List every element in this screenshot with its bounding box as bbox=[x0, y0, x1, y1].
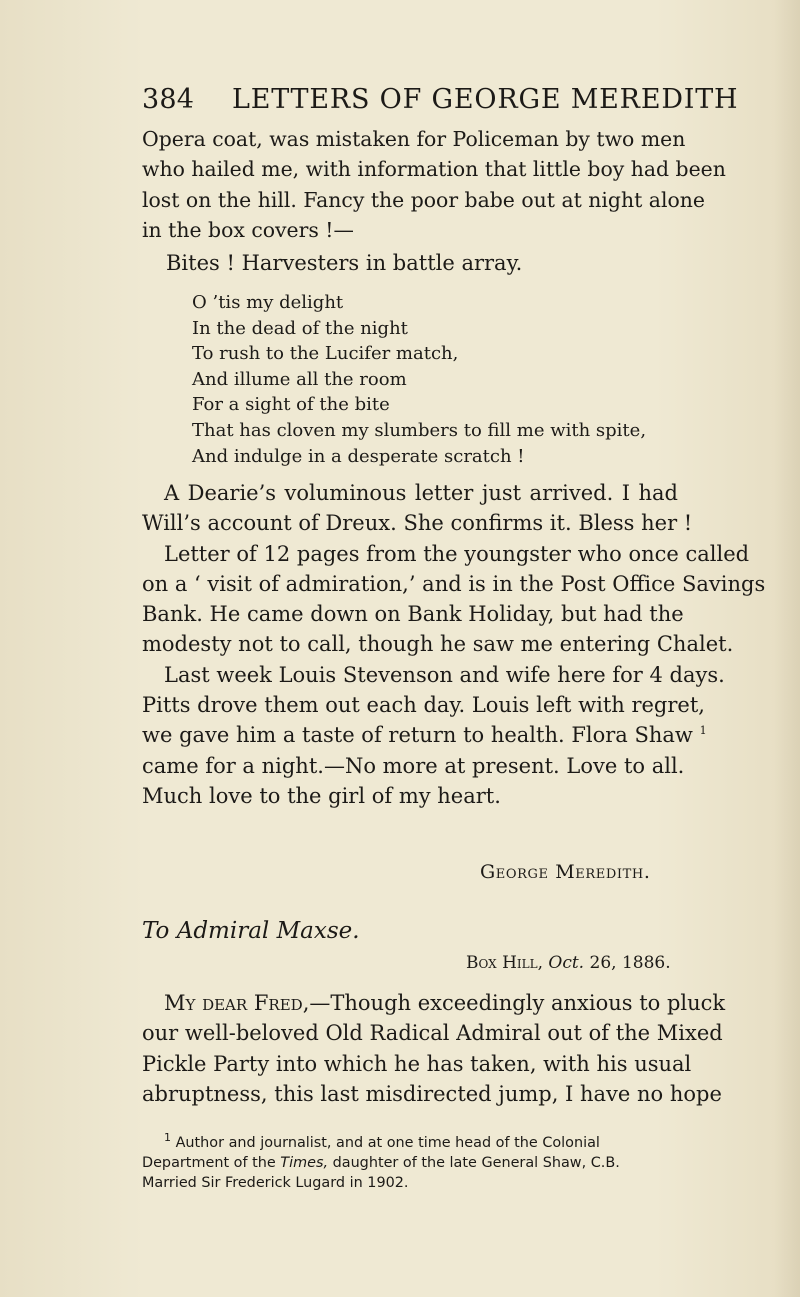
running-head bbox=[142, 84, 739, 120]
text-line: Pitts drove them out each day. Louis left with regret, bbox=[142, 693, 705, 718]
poem-line: In the dead of the night bbox=[192, 317, 408, 339]
text-line: Bank. He came down on Bank Holiday, but had the bbox=[142, 602, 684, 627]
footnote-reference: 1 bbox=[699, 724, 707, 738]
poem-line: O ’tis my delight bbox=[192, 292, 344, 313]
poem-line: For a sight of the bite bbox=[192, 394, 390, 416]
newspaper-title: Times, bbox=[280, 1155, 329, 1171]
text-line: in the box covers !— bbox=[142, 217, 354, 242]
text-line: came for a night.—No more at present. Love to all. bbox=[142, 753, 685, 778]
paragraph-opera-coat bbox=[142, 124, 726, 245]
text-segment: Author and journalist, and at one time head of the Colonial bbox=[175, 1135, 600, 1151]
text-segment: we gave him a taste of return to health. Flora Shaw bbox=[142, 723, 693, 748]
book-title: LETTERS OF GEORGE MEREDITH bbox=[232, 84, 739, 115]
text-line: Much love to the girl of my heart. bbox=[142, 783, 501, 808]
footnote-line bbox=[142, 1153, 678, 1173]
poem-line: And illume all the room bbox=[192, 368, 407, 390]
text-line: A Dearie’s voluminous letter just arrived. I had bbox=[164, 481, 678, 505]
text-line: Opera coat, was mistaken for Policeman by two men bbox=[142, 127, 686, 151]
text-line bbox=[142, 720, 707, 750]
text-line: on a ‘ visit of admiration,’ and is in the Post Office Savings bbox=[142, 571, 766, 596]
footnote-marker: 1 bbox=[164, 1131, 171, 1145]
text-line: lost on the hill. Fancy the poor babe out at night alone bbox=[142, 187, 705, 212]
footnote bbox=[142, 1133, 678, 1193]
poem-line: That has cloven my slumbers to fill me with spite, bbox=[192, 419, 647, 441]
letter-heading: To Admiral Maxse. bbox=[142, 918, 360, 944]
footnote-line bbox=[142, 1133, 678, 1153]
poem-line: And indulge in a desperate scratch ! bbox=[192, 445, 525, 467]
footnote-line: Married Sir Frederick Lugard in 1902. bbox=[142, 1175, 409, 1191]
text-line: our well-beloved Old Radical Admiral out of the Mixed bbox=[142, 1021, 723, 1046]
dateline-place: Box Hill, bbox=[466, 953, 543, 973]
paragraph-dearie-letter bbox=[142, 478, 766, 811]
bites-line: Bites ! Harvesters in battle array. bbox=[166, 251, 523, 275]
text-line: abruptness, this last misdirected jump, I have no hope bbox=[142, 1081, 722, 1106]
text-segment: daughter of the late General Shaw, C.B. bbox=[332, 1155, 620, 1171]
text-line bbox=[142, 988, 726, 1018]
dateline-month: Oct. bbox=[548, 953, 585, 973]
paragraph-my-dear-fred bbox=[142, 988, 726, 1109]
text-line: Last week Louis Stevenson and wife here for 4 days. bbox=[164, 662, 725, 687]
poem bbox=[192, 290, 682, 469]
text-line: Letter of 12 pages from the youngster who once called bbox=[164, 541, 750, 566]
text-segment: —Though exceedingly anxious to pluck bbox=[309, 991, 726, 1015]
text-line: Will’s account of Dreux. She confirms it. Bless her ! bbox=[142, 511, 693, 536]
poem-line: To rush to the Lucifer match, bbox=[192, 343, 459, 365]
text-line: who hailed me, with information that little boy had been bbox=[142, 157, 726, 182]
salutation: My dear Fred, bbox=[164, 991, 310, 1015]
text-line: Pickle Party into which he has taken, with his usual bbox=[142, 1051, 692, 1076]
page-number: 384 bbox=[142, 84, 195, 115]
signature: George Meredith. bbox=[480, 861, 651, 883]
text-segment: Department of the bbox=[142, 1155, 276, 1171]
text-line: modesty not to call, though he saw me entering Chalet. bbox=[142, 632, 734, 657]
page-edge-shadow bbox=[774, 0, 800, 1297]
dateline bbox=[466, 953, 671, 973]
dateline-date: 26, 1886. bbox=[589, 953, 671, 973]
